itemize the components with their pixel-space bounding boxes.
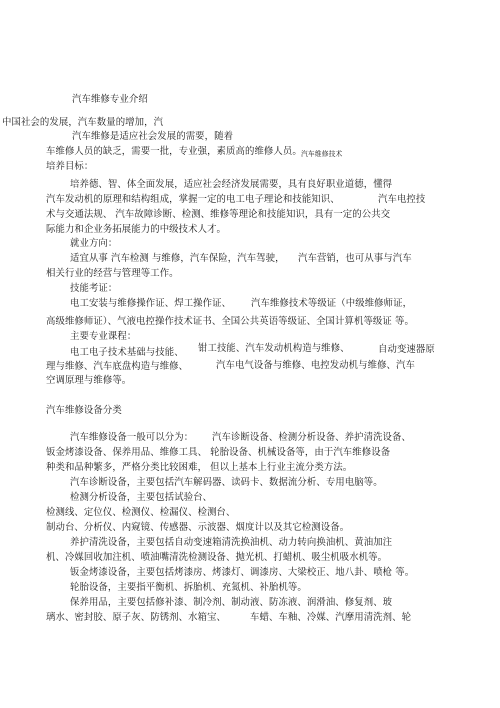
section-heading: 培养目标：	[46, 161, 94, 172]
text-line: 汽车营销，也可从事与汽车	[298, 253, 412, 264]
text-line: 车蜡、车釉、冷媒、汽摩用清洗剂、轮	[250, 612, 412, 623]
text-line: 钳工技能、汽车发动机构造与维修、	[198, 343, 350, 354]
section-heading: 汽车维修设备分类	[46, 405, 122, 416]
text-line: 自动变速器原	[378, 344, 435, 355]
text-line: 钣金烤漆设备、保养用品、维修工具、 轮胎设备、机械设备等，由于汽车维修设备	[46, 447, 391, 458]
text-line: 检测线、定位仪、检测仪、检漏仪、检测台、	[46, 507, 236, 518]
text-line: 机、冷媒回收加注机、喷油嘴清洗检测设备、抛光机、打蜡机、吸尘机吸水机等。	[46, 552, 388, 563]
text-line: 汽车维修是适应社会发展的需要，随着	[72, 131, 234, 142]
text-line: 种类和品种繁多，严格分类比较困难， 但以上基本上行业主流分类方法。	[46, 462, 353, 473]
text-line: 汽车维修技术	[301, 150, 343, 158]
text-line: 车维修人员的缺乏，需要一批，专业强，素质高的维修人员。	[46, 146, 302, 157]
text-line: 培养德、智、体全面发展，适应社会经济发展需要，具有良好职业道德，懂得	[70, 179, 393, 190]
section-heading: 技能考证：	[70, 283, 118, 294]
text-line: 术与交通法规、 汽车故障诊断、检测、维修等理论和技能知识，具有一定的公共交	[46, 209, 391, 220]
text-line: 汽车发动机的原理和结构组成，掌握一定的电工电子理论和技能知识、	[46, 194, 340, 205]
text-line: 适宜从事 汽车检测 与维修，汽车保险，汽车驾驶，	[70, 253, 285, 264]
text-line: 制动台、分析仪、内窥镜、传感器、示波器、烟度计以及其它检测设备。	[46, 522, 350, 533]
text-line: 空调原理与维修等。	[46, 375, 132, 386]
text-line: 汽车诊断设备、检测分析设备、养护清洗设备、	[212, 432, 411, 443]
text-line: 汽车维修技术等级证（中级维修师证，	[251, 298, 413, 309]
text-line: 电工电子技术基础与技能、	[70, 347, 184, 358]
text-line: 养护清洗设备，主要包括自动变速箱清洗换油机、动力转向换油机、黄油加注	[70, 537, 393, 548]
text-line: 电工安装与维修操作证、焊工操作证、	[70, 298, 232, 309]
text-line: 高级维修师证）、气液电控操作技术证书、全国公共英语等级证、全国计算机等级证 等。	[46, 316, 414, 327]
text-line: 检测分析设备，主要包括试验台、	[70, 492, 213, 503]
text-line: 中国社会的发展，汽车数量的增加，汽	[2, 117, 164, 128]
text-line: 汽车维修设备一般可以分为：	[70, 432, 194, 443]
text-line: 相关行业的经营与管理等工作。	[46, 268, 179, 279]
text-line: 璃水、密封胶、原子灰、防锈剂、水箱宝、	[46, 612, 227, 623]
text-line: 汽车电控技	[378, 194, 426, 205]
text-line: 汽车电气设备与维修、电控发动机与维修、汽车	[216, 360, 415, 371]
text-line: 钣金烤漆设备，主要包括烤漆房、烤漆灯、调漆房、大梁校正、地八卦、喷枪 等。	[70, 567, 415, 578]
text-line: 汽车诊断设备，主要包括汽车解码器、读码卡、数据流分析、专用电脑等。	[70, 477, 383, 488]
text-line: 轮胎设备，主要指平衡机、拆胎机、充氮机、补胎机等。	[70, 582, 307, 593]
section-heading: 主要专业课程：	[70, 331, 137, 342]
text-line: 保养用品，主要包括修补漆、制冷剂、制动液、防冻液、润滑油、修复剂、玻	[70, 597, 393, 608]
text-line: 理与维修、汽车底盘构造与维修、	[46, 361, 189, 372]
document-title: 汽车维修专业介绍	[72, 94, 148, 105]
text-line: 际能力和企业务拓展能力的中级技术人才。	[46, 224, 227, 235]
section-heading: 就业方向：	[70, 238, 118, 249]
